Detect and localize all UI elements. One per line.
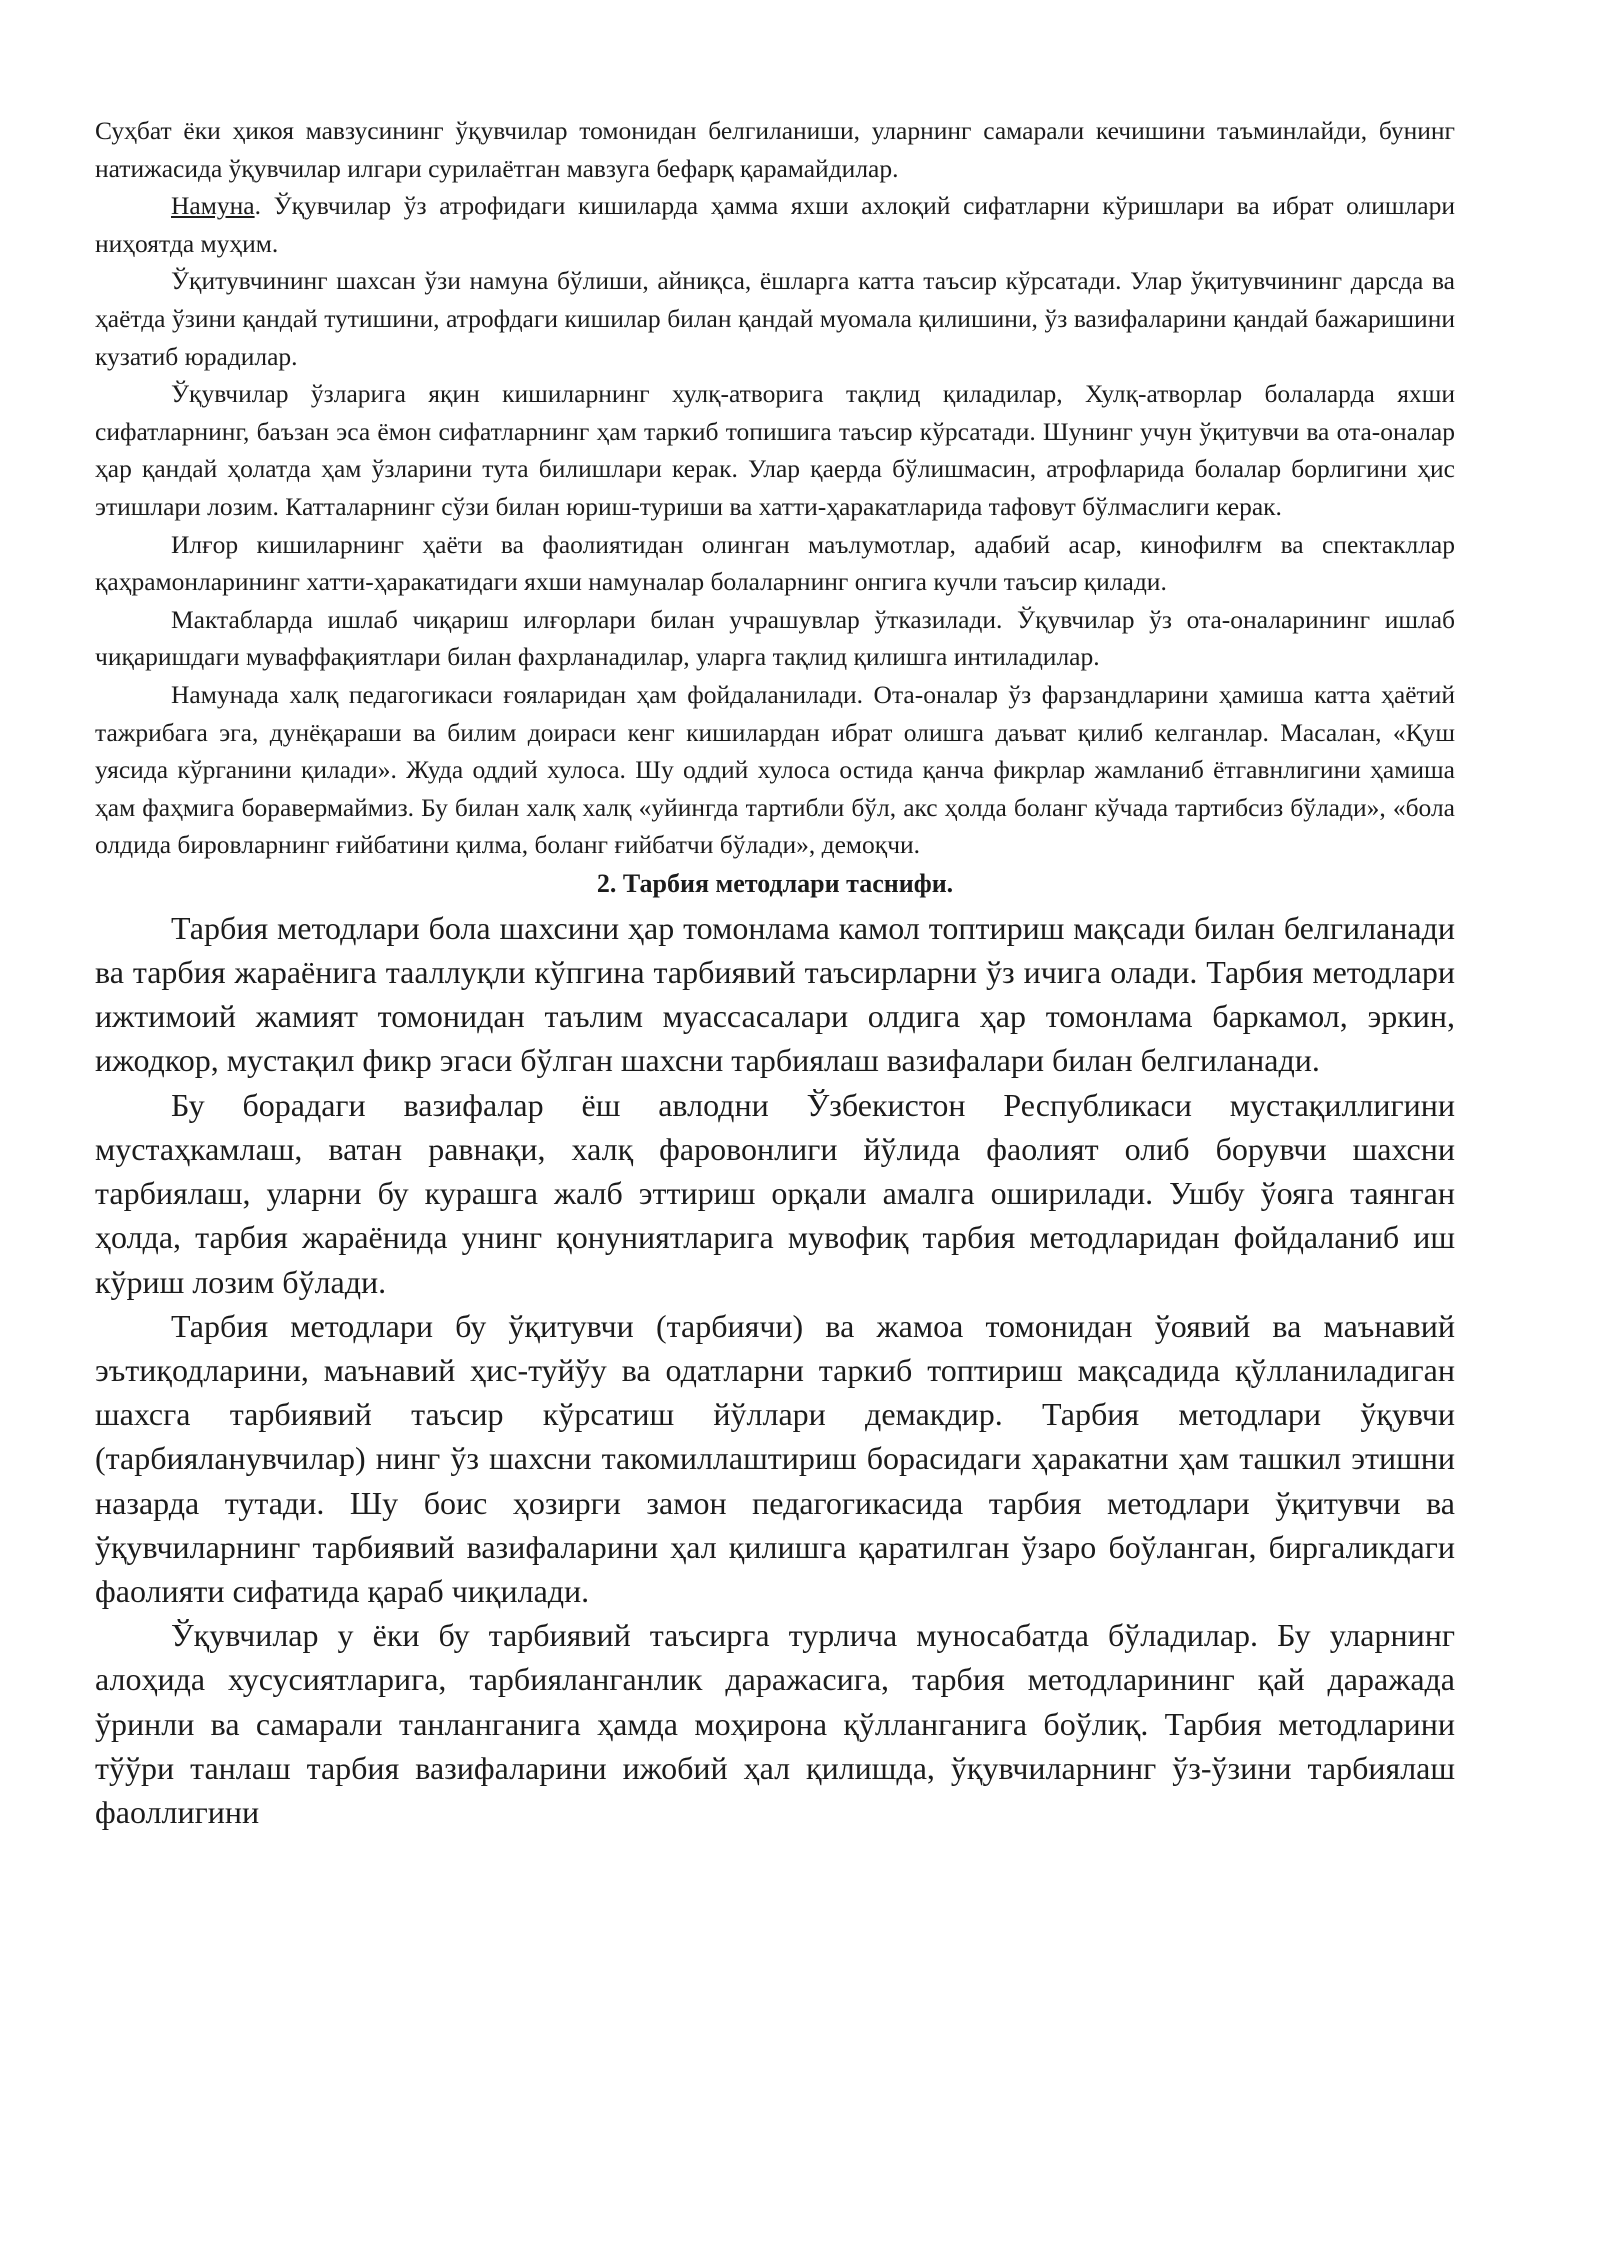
paragraph-text: . Ўқувчилар ўз атрофидаги кишиларда ҳамма яхши ахлоқий сифатларни кўришлари ва ибрат олишлари ниҳоятда муҳим.: [95, 191, 1455, 258]
document-page: [95, 112, 1455, 1834]
paragraph: Илғор кишиларнинг ҳаёти ва фаолиятидан олинган маълумотлар, адабий асар, кинофилғм ва спектакллар қаҳрамонларининг хатти-ҳаракатидаги яхши намуналар болаларнинг онгига кучли таъсир қилади.: [95, 529, 1455, 597]
paragraph: Бу борадаги вазифалар ёш авлодни Ўзбекистон Республикаси мустақиллигини мустаҳкамлаш, ватан равнақи, халқ фаровонлиги йўлида фаолият олиб борувчи шахсни тарбиялаш, уларни бу курашга жалб эттириш орқали амалга оширилади. Ушбу ўояга таянган ҳолда, тарбия жараёнида унинг қонуниятларига мувофиқ тарбия методларидан фойдаланиб иш кўриш лозим бўлади.: [95, 1086, 1455, 1300]
paragraph: Тарбия методлари бола шахсини ҳар томонлама камол топтириш мақсади билан белгиланади ва тарбия жараёнига тааллуқли кўпгина тарбиявий таъсирларни ўз ичига олади. Тарбия методлари ижтимоий жамият томонидан таълим муассасалари олдига ҳар томонлама баркамол, эркин, ижодкор, мустақил фикр эгаси бўлган шахсни тарбиялаш вазифалари билан белгиланади.: [95, 909, 1455, 1079]
paragraph: Ўқитувчининг шахсан ўзи намуна бўлиши, айниқса, ёшларга катта таъсир кўрсатади. Улар ўқитувчининг дарсда ва ҳаётда ўзини қандай тутишини, атрофдаги кишилар билан қандай муомала қилишини, ўз вазифаларини қандай бажаришини кузатиб юрадилар.: [95, 266, 1455, 371]
paragraph-namuna: [95, 187, 1455, 262]
section-small-text: [95, 112, 1455, 864]
paragraph: Намунада халқ педагогикаси ғояларидан ҳам фойдаланилади. Ота-оналар ўз фарзандларини ҳамиша катта ҳаётий тажрибага эга, дунёқараши ва билим доираси кенг кишилардан ибрат олишга даъват қилиб келганлар. Масалан, «Қуш уясида кўрганини қилади». Жуда оддий хулоса. Шу оддий хулоса остида қанча фикрлар жамланиб ётгавнлигини ҳамиша ҳам фаҳмига боравермаймиз. Бу билан халқ халқ «уйингда тартибли бўл, акс ҳолда боланг кўчада тартибсиз бўлади», «бола олдида бировларнинг ғийбатини қилма, боланг ғийбатчи бўлади», демоқчи.: [95, 679, 1455, 860]
paragraph: Ўқувчилар у ёки бу тарбиявий таъсирга турлича муносабатда бўладилар. Бу уларнинг алоҳида хусусиятларига, тарбияланганлик даражасига, тарбия методларининг қай даражада ўринли ва самарали танланганига ҳамда моҳирона қўлланганига боўлиқ. Тарбия методларини тўўри танлаш тарбия вазифаларини ижобий ҳал қилишда, ўқувчиларнинг ўз-ўзини тарбиялаш фаоллигини: [95, 1617, 1455, 1830]
section-heading: 2. Тарбия методлари таснифи.: [596, 868, 954, 898]
paragraph: Ўқувчилар ўзларига яқин кишиларнинг хулқ-атворига тақлид қиладилар, Хулқ-атворлар болаларда яхши сифатларнинг, баъзан эса ёмон сифатларнинг ҳам таркиб топишига таъсир кўрсатади. Шунинг учун ўқитувчи ва ота-оналар ҳар қандай ҳолатда ҳам ўзларини тута билишлари керак. Улар қаерда бўлишмасин, атрофларида болалар борлигини ҳис этишлари лозим. Катталарнинг сўзи билан юриш-туриши ва хатти-ҳаракатларида тафовут бўлмаслиги керак.: [95, 379, 1455, 521]
paragraph: Мактабларда ишлаб чиқариш илғорлари билан учрашувлар ўтказилади. Ўқувчилар ўз ота-оналарининг ишлаб чиқаришдаги муваффақиятлари билан фахрланадилар, уларга тақлид қилишга интиладилар.: [95, 604, 1455, 672]
paragraph: Суҳбат ёки ҳикоя мавзусининг ўқувчилар томонидан белгиланиши, уларнинг самарали кечишини таъминлайди, бунинг натижасида ўқувчилар илгари сурилаётган мавзуга бефарқ қарамайдилар.: [95, 116, 1455, 183]
underlined-term: Намуна: [171, 191, 255, 221]
paragraph: Тарбия методлари бу ўқитувчи (тарбиячи) ва жамоа томонидан ўоявий ва маънавий эътиқодларини, маънавий ҳис-туйўу ва одатларни таркиб топтириш мақсадида қўлланиладиган шахсга тарбиявий таъсир кўрсатиш йўллари демакдир. Тарбия методлари ўқувчи (тарбияланувчилар) нинг ўз шахсни такомиллаштириш борасидаги ҳаракатни ҳам ташкил этишни назарда тутади. Шу боис ҳозирги замон педагогикасида тарбия методлари ўқитувчи ва ўқувчиларнинг тарбиявий вазифаларини ҳал қилишга қаратилган ўзаро боўланган, биргаликдаги фаолияти сифатида қараб чиқилади.: [95, 1307, 1455, 1609]
section-large-text: [95, 906, 1455, 1834]
